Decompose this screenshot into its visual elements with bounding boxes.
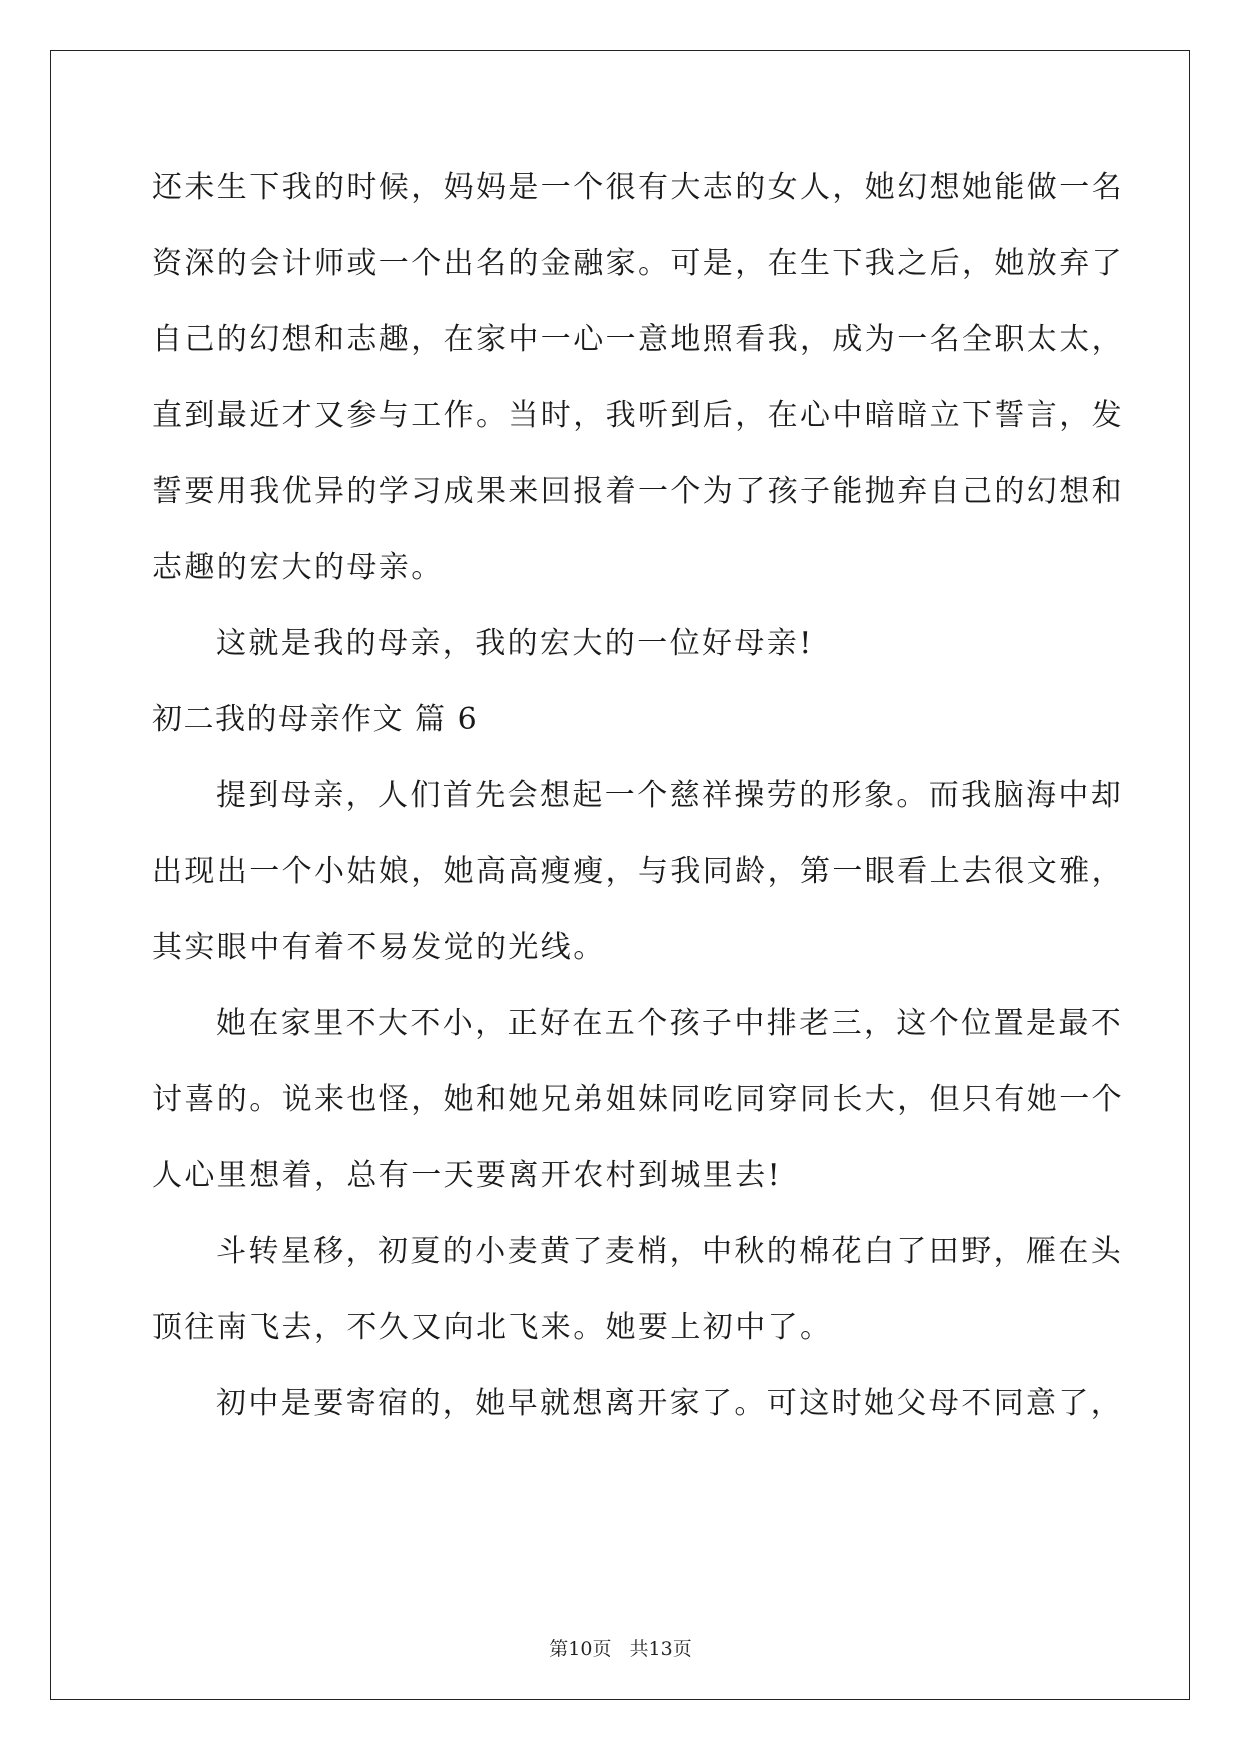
text-line: 直到最近才又参与工作。当时，我听到后，在心中暗暗立下誓言，发 [152,398,1124,433]
text-line: 志趣的宏大的母亲。 [152,550,444,585]
text-line: 她在家里不大不小，正好在五个孩子中排老三，这个位置是最不 [216,1006,1124,1041]
text-line: 斗转星移，初夏的小麦黄了麦梢，中秋的棉花白了田野，雁在头 [216,1234,1124,1269]
page-total: 共13页 [629,1638,692,1660]
text-line: 其实眼中有着不易发觉的光线。 [152,930,606,965]
text-line: 出现出一个小姑娘，她高高瘦瘦，与我同龄，第一眼看上去很文雅， [152,854,1124,889]
page-number: 第10页 [549,1638,612,1660]
text-line: 顶往南飞去，不久又向北飞来。她要上初中了。 [152,1310,833,1345]
text-line: 资深的会计师或一个出名的金融家。可是，在生下我之后，她放弃了 [152,246,1124,281]
text-line: 提到母亲，人们首先会想起一个慈祥操劳的形象。而我脑海中却 [216,778,1124,813]
text-line: 这就是我的母亲，我的宏大的一位好母亲! [216,626,814,661]
document-body [152,150,1124,1442]
text-line: 初中是要寄宿的，她早就想离开家了。可这时她父母不同意了， [216,1386,1124,1421]
text-line: 还未生下我的时候，妈妈是一个很有大志的女人，她幻想她能做一名 [152,170,1124,205]
text-line: 自己的幻想和志趣，在家中一心一意地照看我，成为一名全职太太， [152,322,1124,357]
page-footer [0,1634,1241,1661]
text-line: 讨喜的。说来也怪，她和她兄弟姐妹同吃同穿同长大，但只有她一个 [152,1082,1124,1117]
section-heading: 初二我的母亲作文 篇 6 [152,702,479,737]
text-line: 人心里想着，总有一天要离开农村到城里去! [152,1158,783,1193]
text-line: 誓要用我优异的学习成果来回报着一个为了孩子能抛弃自己的幻想和 [152,474,1124,509]
